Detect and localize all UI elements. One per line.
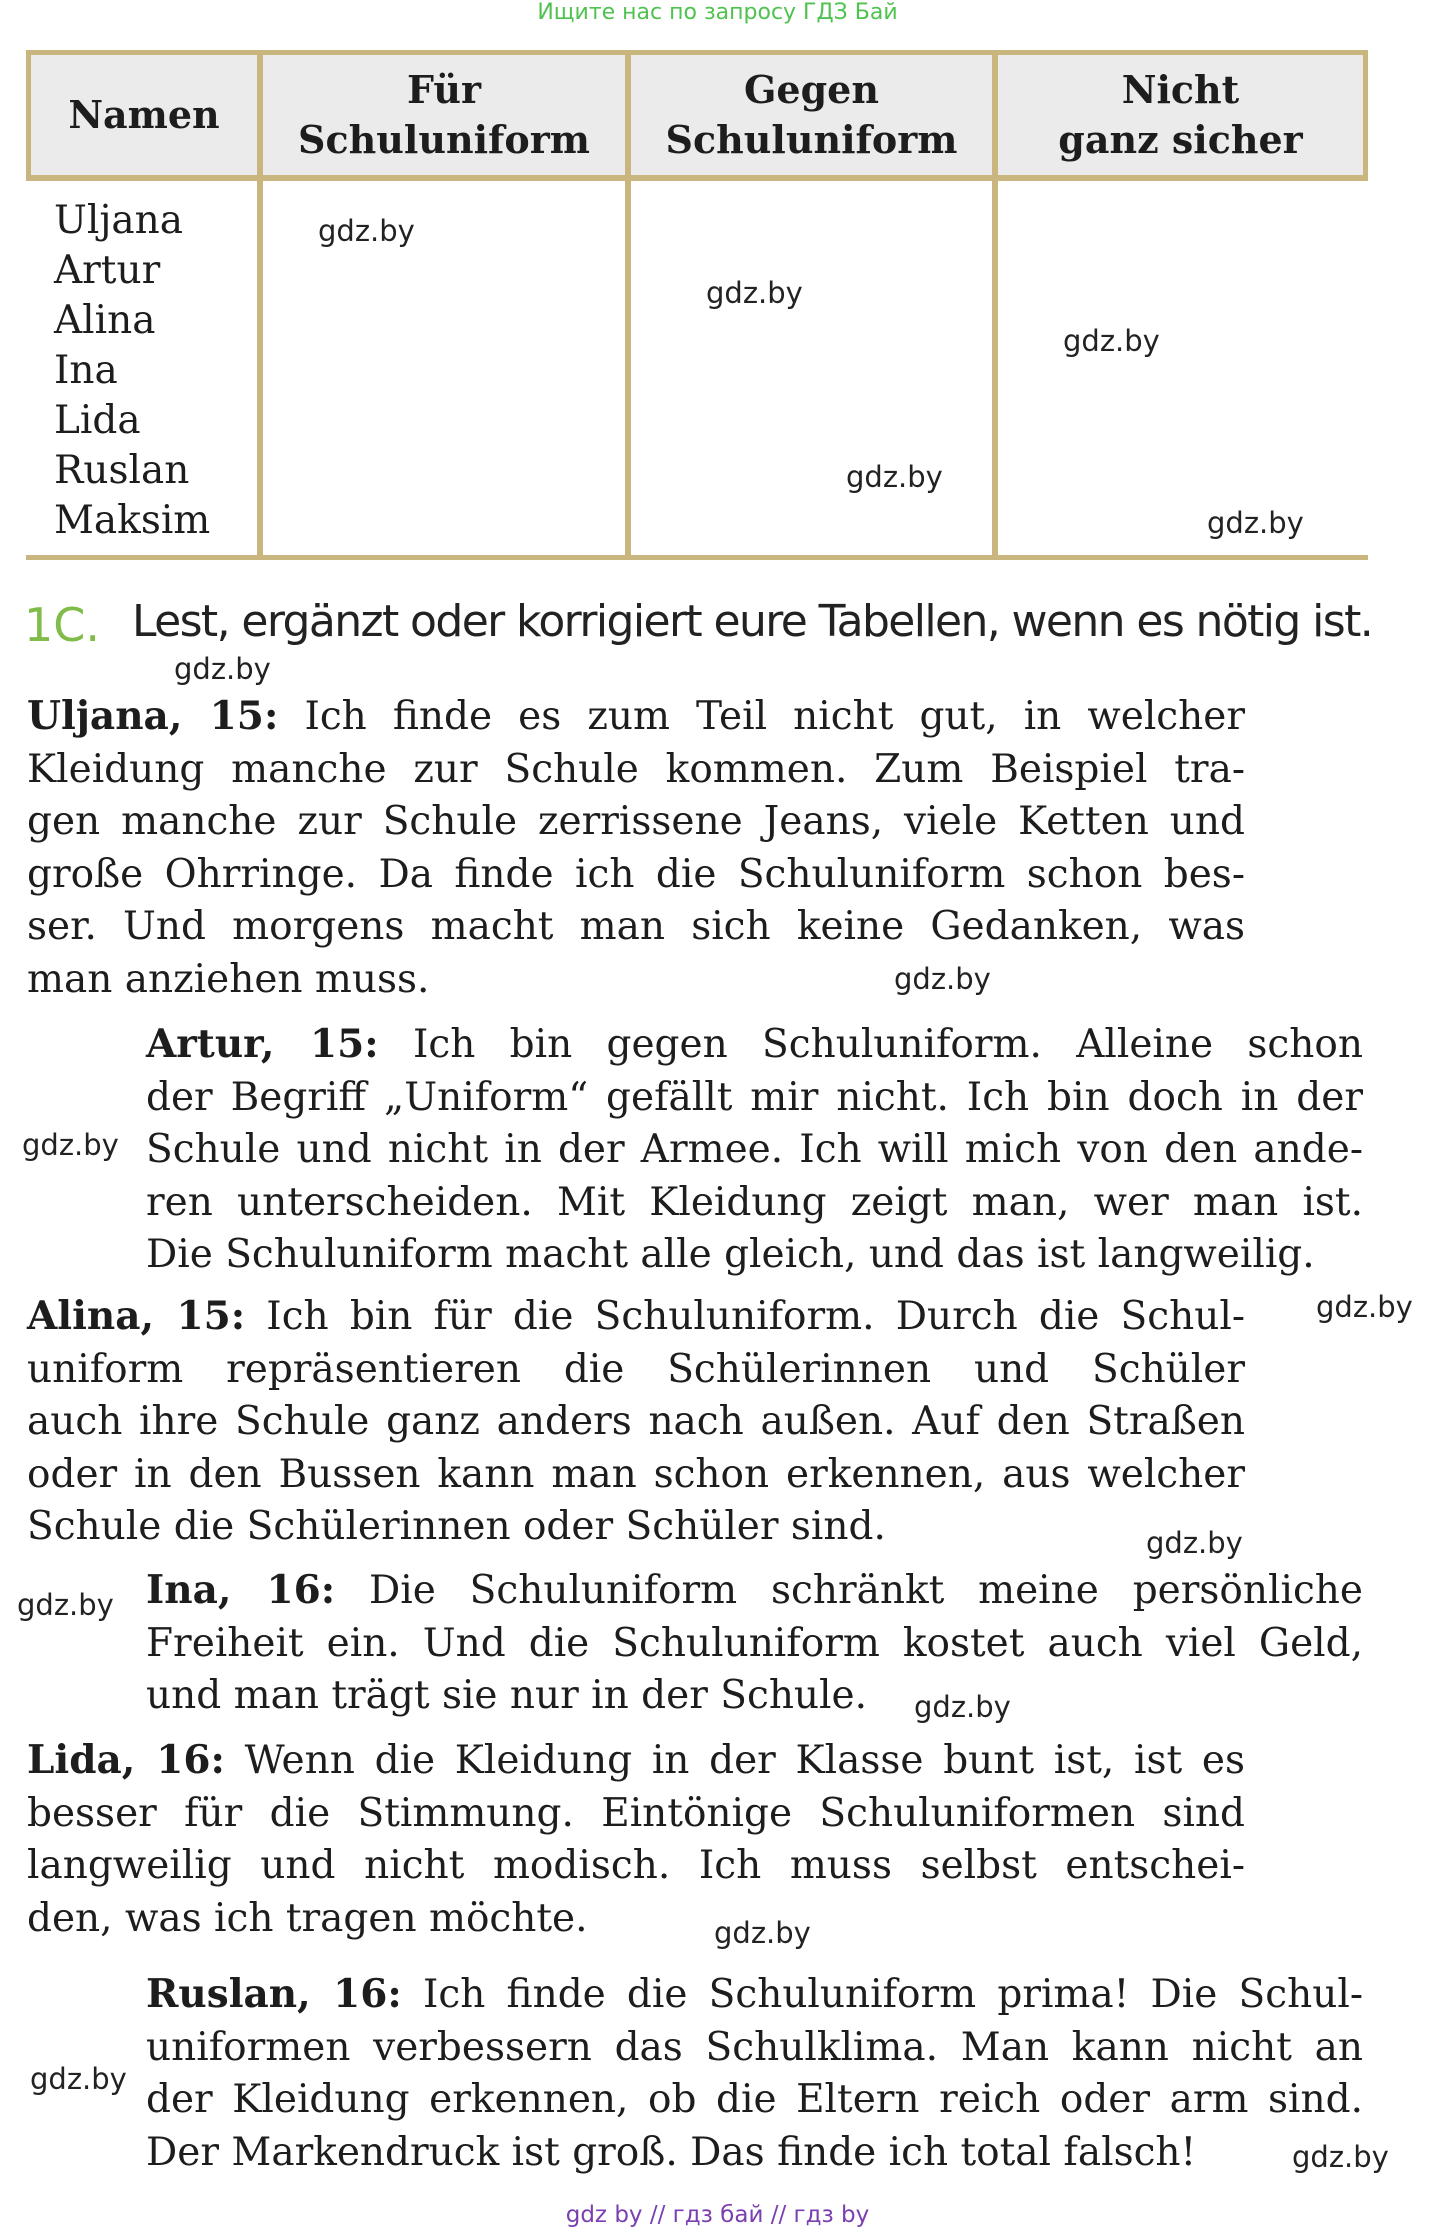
watermark: gdz.by: [318, 214, 415, 248]
list-item: Alina: [54, 298, 156, 343]
text-line: uniform repräsentieren die Schülerinnen und Schüler: [27, 1346, 1245, 1392]
text-line: und man trägt sie nur in der Schule.: [146, 1673, 868, 1718]
column-header-line: Gegen: [743, 67, 879, 112]
watermark: gdz.by: [914, 1690, 1011, 1724]
task-number: 1C.: [24, 598, 101, 652]
watermark: gdz.by: [30, 2062, 127, 2096]
text-line: ser. Und morgens macht man sich keine Gedanken, was: [27, 904, 1245, 949]
text-line: Ich bin gegen Schuluniform. Alleine schon: [412, 1022, 1363, 1067]
column-header-line: Namen: [68, 92, 220, 137]
statement-lida: [27, 1734, 1245, 1945]
watermark: gdz.by: [1316, 1290, 1413, 1324]
watermark: gdz.by: [174, 652, 271, 686]
text-line: Ich bin für die Schuluniform. Durch die Schul-: [266, 1294, 1245, 1339]
column-header-line: Schuluniform: [298, 117, 590, 162]
column-header-line: ganz sicher: [1058, 117, 1303, 162]
text-line: der Begriff „Uniform“ gefällt mir nicht. Ich bin doch in der: [146, 1074, 1363, 1120]
statement-alina: [27, 1290, 1245, 1554]
text-line: langweilig und nicht modisch. Ich muss selbst entschei-: [27, 1843, 1245, 1888]
watermark: gdz.by: [894, 962, 991, 996]
column-header-fuer: [263, 55, 625, 175]
column-header-nicht-sicher: [998, 55, 1363, 175]
speaker-label: Lida, 16:: [27, 1737, 225, 1783]
watermark: gdz.by: [1063, 324, 1160, 358]
speaker-label: Ina, 16:: [146, 1567, 336, 1613]
text-line: Wenn die Kleidung in der Klasse bunt ist, ist es: [244, 1738, 1245, 1783]
list-item: Artur: [54, 248, 161, 293]
table-header-border: [26, 175, 1368, 181]
text-line: Die Schuluniform macht alle gleich, und das ist langweilig.: [146, 1232, 1315, 1277]
column-header-line: Nicht: [1121, 67, 1240, 112]
text-line: besser für die Stimmung. Eintönige Schuluniformen sind: [27, 1790, 1245, 1836]
column-header-namen: [31, 55, 257, 175]
watermark: gdz.by: [1292, 2140, 1389, 2174]
text-line: Die Schuluniform schränkt meine persönliche: [368, 1568, 1363, 1613]
text-line: Schule die Schülerinnen oder Schüler sind.: [27, 1504, 886, 1549]
text-line: Schule und nicht in der Armee. Ich will mich von den ande-: [146, 1127, 1363, 1172]
speaker-label: Ruslan, 16:: [146, 1971, 402, 2017]
statement-artur: [146, 1018, 1363, 1282]
column-header-line: Für: [407, 67, 481, 112]
speaker-label: Uljana, 15:: [27, 693, 279, 739]
text-line: auch ihre Schule ganz anders nach außen. Auf den Straßen: [27, 1399, 1245, 1444]
column-header-line: Schuluniform: [665, 117, 958, 162]
bottom-banner: gdz by // гдз бай // гдз by: [565, 2202, 870, 2228]
column-header-gegen: [631, 55, 992, 175]
text-line: man anziehen muss.: [27, 956, 430, 1002]
text-line: Kleidung manche zur Schule kommen. Zum Beispiel tra-: [27, 746, 1245, 792]
watermark: gdz.by: [714, 1916, 811, 1950]
text-line: große Ohrringe. Da finde ich die Schuluniform schon bes-: [27, 851, 1245, 897]
watermark: gdz.by: [22, 1128, 119, 1162]
table-right-border: [1363, 50, 1368, 181]
statement-ina: [146, 1564, 1363, 1723]
text-line: Der Markendruck ist groß. Das finde ich total falsch!: [146, 2129, 1197, 2175]
text-line: gen manche zur Schule zerrissene Jeans, viele Ketten und: [27, 799, 1245, 844]
task-title: Lest, ergänzt oder korrigiert eure Tabellen, wenn es nötig ist.: [132, 596, 1373, 647]
top-banner: Ищите нас по запросу ГДЗ Бай: [537, 0, 898, 25]
watermark: gdz.by: [706, 276, 803, 310]
speaker-label: Artur, 15:: [146, 1021, 379, 1067]
list-item: Maksim: [54, 498, 211, 543]
text-line: oder in den Bussen kann man schon erkennen, aus welcher: [27, 1451, 1245, 1497]
list-item: Uljana: [54, 198, 184, 243]
watermark: gdz.by: [846, 460, 943, 494]
text-line: uniformen verbessern das Schulklima. Man kann nicht an: [146, 2024, 1363, 2070]
list-item: Ina: [54, 348, 118, 393]
watermark: gdz.by: [1207, 506, 1304, 540]
text-line: den, was ich tragen möchte.: [27, 1895, 588, 1941]
text-line: ren unterscheiden. Mit Kleidung zeigt man, wer man ist.: [146, 1179, 1363, 1225]
text-line: Freiheit ein. Und die Schuluniform kostet auch viel Geld,: [146, 1620, 1363, 1666]
text-line: der Kleidung erkennen, ob die Eltern reich oder arm sind.: [146, 2077, 1363, 2122]
list-item: Ruslan: [54, 448, 190, 493]
statement-uljana: [27, 690, 1245, 1006]
statement-ruslan: [146, 1968, 1363, 2179]
table-bottom-border: [26, 555, 1368, 560]
speaker-label: Alina, 15:: [27, 1293, 246, 1339]
watermark: gdz.by: [1146, 1526, 1243, 1560]
text-line: Ich finde es zum Teil nicht gut, in welcher: [304, 694, 1245, 739]
names-list: [54, 196, 210, 546]
text-line: Ich finde die Schuluniform prima! Die Schul-: [423, 1972, 1363, 2017]
watermark: gdz.by: [17, 1588, 114, 1622]
list-item: Lida: [54, 398, 141, 443]
